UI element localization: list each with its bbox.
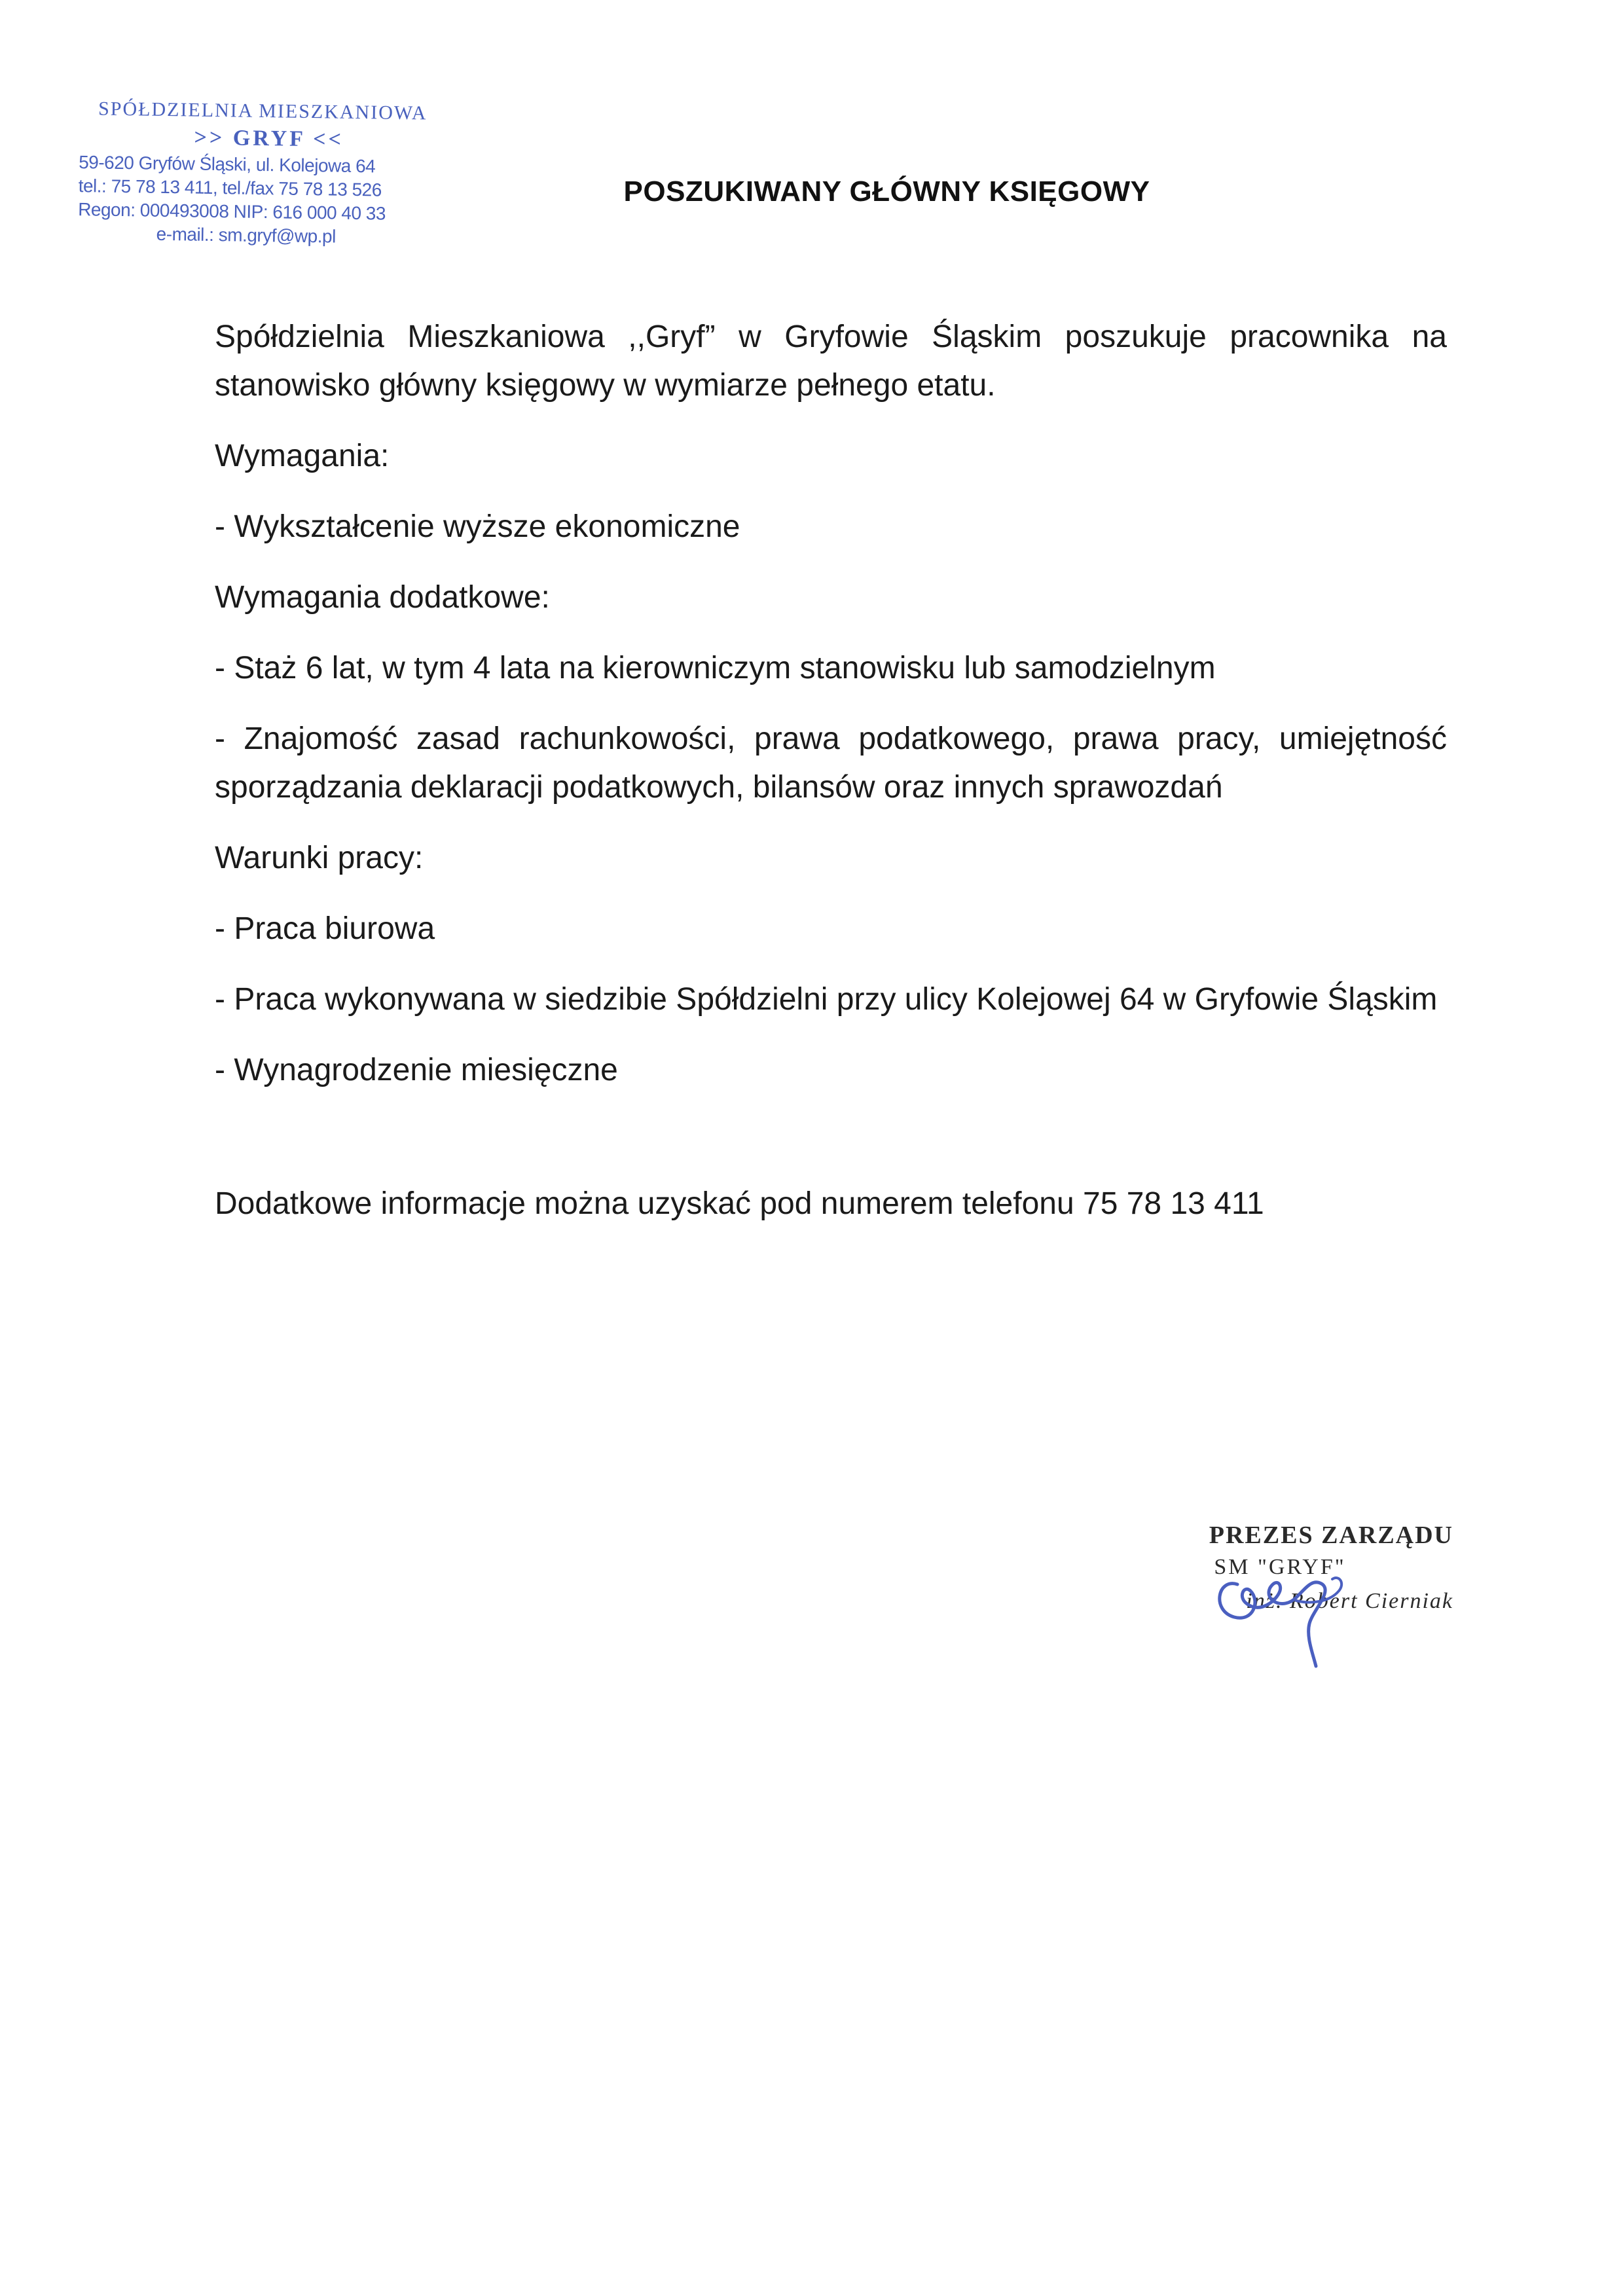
stamp-registration-ids: Regon: 000493008 NIP: 616 000 40 33 xyxy=(77,199,386,224)
additional-requirements-heading: Wymagania dodatkowe: xyxy=(215,580,550,615)
work-condition-item: - Praca biurowa xyxy=(215,911,435,946)
work-condition-item: - Wynagrodzenie miesięczne xyxy=(215,1053,618,1087)
stamp-address: 59-620 Gryfów Śląski, ul. Kolejowa 64 xyxy=(78,152,376,177)
signature-title: PREZES ZARZĄDU xyxy=(1209,1522,1453,1549)
signatory-name: inż. Robert Cierniak xyxy=(1246,1589,1453,1613)
requirement-item: - Wykształcenie wyższe ekonomiczne xyxy=(215,509,740,544)
signature-block xyxy=(1087,1519,1453,1620)
intro-paragraph: Spółdzielnia Mieszkaniowa ,,Gryf” w Gryfowie Śląskim poszukuje pracownika na stanowisko główny księgowy w wymiarze pełnego etatu. xyxy=(215,319,1447,403)
stamp-phone: tel.: 75 78 13 411, tel./fax 75 78 13 526 xyxy=(78,175,382,200)
stamp-brand-name: >> GRYF << xyxy=(194,125,344,152)
requirements-heading: Wymagania: xyxy=(215,439,390,473)
work-condition-item: - Praca wykonywana w siedzibie Spółdzielni przy ulicy Kolejowej 64 w Gryfowie Śląskim xyxy=(215,982,1438,1017)
additional-requirement-item: - Znajomość zasad rachunkowości, prawa podatkowego, prawa pracy, umiejętność sporządzania deklaracji podatkowych, bilansów oraz innych sprawozdań xyxy=(215,721,1447,805)
handwritten-signature xyxy=(1198,1539,1368,1669)
work-conditions-heading: Warunki pracy: xyxy=(215,841,424,875)
document-title: POSZUKIWANY GŁÓWNY KSIĘGOWY xyxy=(623,175,1150,208)
additional-requirement-item: - Staż 6 lat, w tym 4 lata na kierowniczym stanowisku lub samodzielnym xyxy=(215,651,1216,685)
signature-organization: SM "GRYF" xyxy=(1214,1555,1346,1579)
stamp-email: e-mail.: sm.gryf@wp.pl xyxy=(156,223,337,247)
stamp-org-name: SPÓŁDZIELNIA MIESZKANIOWA xyxy=(98,98,428,124)
document-body xyxy=(215,313,1447,1250)
contact-information: Dodatkowe informacje można uzyskać pod numerem telefonu 75 78 13 411 xyxy=(215,1186,1264,1221)
cooperative-stamp xyxy=(77,96,446,250)
